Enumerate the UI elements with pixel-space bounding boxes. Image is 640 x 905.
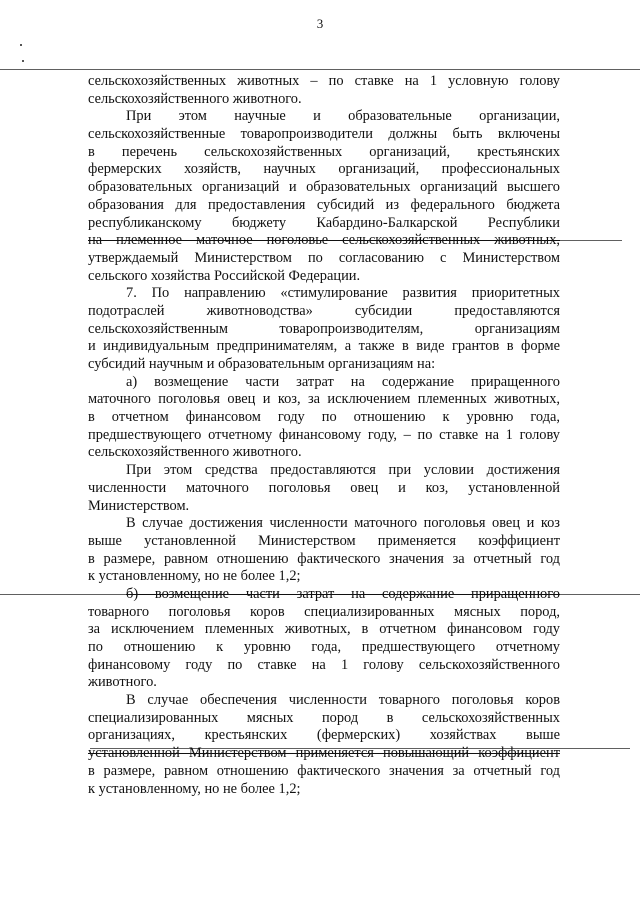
text-line: специализированных мясных пород в сельскохозяйственных [88, 709, 560, 726]
text-line: сельскохозяйственным товаропроизводителям, организациям [88, 320, 560, 337]
document-body [88, 73, 560, 798]
text-line: республиканскому бюджету Кабардино-Балкарской Республики [88, 214, 560, 231]
text-line: в размере, равном отношению фактического значения за отчетный год [88, 762, 560, 779]
text-line: в размере, равном отношению фактического значения за отчетный год [88, 550, 560, 567]
text-line: финансовому году по ставке на 1 голову сельскохозяйственного [88, 656, 560, 673]
scan-artifact-dot [20, 44, 22, 46]
text-line: и индивидуальным предпринимателям, а также в виде грантов в форме [88, 338, 560, 355]
text-line: сельского хозяйства Российской Федерации. [88, 267, 361, 284]
text-line: маточного поголовья овец и коз, за исключением племенных животных, [88, 391, 560, 408]
text-line: образования для предоставления субсидий из федерального бюджета [88, 196, 560, 213]
text-line: организациях, крестьянских (фермерских) хозяйствах выше [88, 727, 560, 744]
text-line: фермерских хозяйств, научных организаций, профессиональных [88, 161, 560, 178]
text-line: субсидий научным и образовательным организациям на: [88, 356, 436, 372]
text-line: установленной Министерством применяется повышающий коэффициент [88, 745, 560, 762]
text-line: При этом научные и образовательные организации, [126, 108, 560, 125]
text-line: к установленному, но не более 1,2; [88, 780, 301, 797]
text-line: товарного поголовья коров специализированных мясных пород, [88, 603, 560, 620]
text-line: а) возмещение части затрат на содержание приращенного [126, 373, 560, 390]
text-line: сельскохозяйственного животного. [88, 90, 302, 107]
text-line: предшествующего отчетному финансовому году, – по ставке на 1 голову [88, 426, 560, 443]
text-line: сельскохозяйственного животного. [88, 444, 302, 461]
text-line: утверждаемый Министерством по согласованию с Министерством [88, 249, 560, 266]
text-line: Министерством. [88, 497, 190, 514]
text-line: численности маточного поголовья овец и коз, установленной [88, 479, 560, 496]
text-line: по отношению к уровню года, предшествующего отчетному [88, 639, 560, 655]
page-number: 3 [316, 16, 324, 31]
text-line: на племенное маточное поголовье сельскохозяйственных животных, [88, 232, 560, 249]
text-line: При этом средства предоставляются при условии достижения [126, 462, 560, 479]
text-line: В случае обеспечения численности товарного поголовья коров [126, 692, 560, 709]
text-line: в перечень сельскохозяйственных организаций, крестьянских [88, 143, 560, 160]
text-line: сельскохозяйственные товаропроизводители должны быть включены [88, 126, 560, 143]
text-line: животного. [88, 674, 157, 691]
text-line: б) возмещение части затрат на содержание приращенного [126, 585, 560, 602]
text-line: выше установленной Министерством применяется коэффициент [88, 532, 560, 549]
text-line: сельскохозяйственных животных – по ставке на 1 условную голову [88, 73, 560, 89]
text-line: к установленному, но не более 1,2; [88, 568, 301, 585]
text-line: подотраслей животноводства» субсидии предоставляются [88, 302, 560, 319]
text-line: в отчетном финансовом году по отношению к уровню года, [88, 409, 560, 426]
scan-artifact-line [0, 69, 640, 70]
text-line: 7. По направлению «стимулирование развития приоритетных [126, 285, 560, 302]
scan-artifact-dot [22, 60, 24, 62]
text-line: за исключением племенных животных, в отчетном финансовом году [88, 621, 560, 638]
text-line: В случае достижения численности маточного поголовья овец и коз [126, 515, 560, 532]
text-line: образовательных организаций и образовательных организаций высшего [88, 179, 560, 196]
